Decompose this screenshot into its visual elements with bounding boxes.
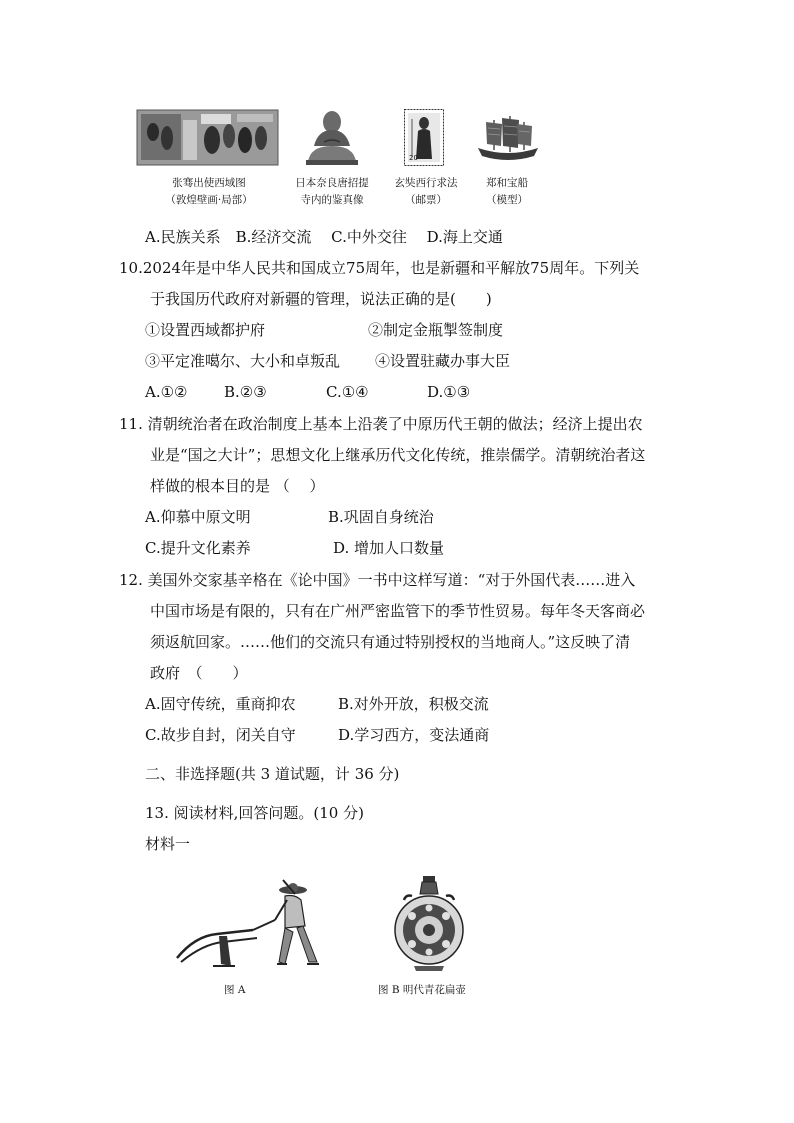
- q10-stem: 于我国历代政府对新疆的管理，说法正确的是( ): [150, 290, 492, 308]
- caption-line: 玄奘西行求法: [394, 177, 458, 189]
- q12-option-c: C.故步自封，闭关自守: [145, 726, 296, 744]
- zheng-he-ship-image: [474, 114, 542, 166]
- ming-flask-image: [392, 876, 466, 972]
- q12-stem: 须返航回家。……他们的交流只有通过特别授权的当地商人。”这反映了清: [150, 633, 631, 651]
- farmer-plough-image: [175, 878, 325, 972]
- caption-line: 寺内的鉴真像: [300, 194, 364, 206]
- stamp-value: 20: [409, 154, 418, 162]
- q11-stem: 样做的根本目的是 （ ）: [150, 477, 325, 495]
- figure-b-caption: 图 B 明代青花扁壶: [378, 984, 466, 996]
- q12-option-a: A.固守传统，重商抑农: [145, 695, 296, 713]
- q10-item: ①设置西域都护府: [145, 321, 266, 339]
- caption-line: （敦煌壁画·局部）: [165, 194, 253, 206]
- zhang-qian-mural-image: [137, 110, 278, 165]
- q11-stem: 业是“国之大计”；思想文化上继承历代文化传统，推崇儒学。清朝统治者这: [150, 446, 646, 464]
- q12-stem: 政府 （ ）: [150, 664, 248, 682]
- q10-option-d: D.①③: [427, 383, 471, 401]
- q11-option-a: A.仰慕中原文明: [145, 508, 251, 526]
- caption-line: （模型）: [486, 194, 528, 206]
- q12-option-b: B.对外开放，积极交流: [338, 695, 489, 713]
- caption-line: （邮票）: [405, 194, 447, 206]
- q11-option-c: C.提升文化素养: [145, 539, 251, 557]
- jianzhen-statue-image: [304, 108, 360, 166]
- q12-stem: 中国市场是有限的，只有在广州严密监管下的季节性贸易。每年冬天客商必: [150, 602, 646, 620]
- q10-item: ②制定金瓶掣签制度: [368, 321, 504, 339]
- q10-option-a: A.①②: [145, 383, 188, 401]
- q11-stem: 11. 清朝统治者在政治制度上基本上沿袭了中原历代王朝的做法；经济上提出农: [119, 415, 643, 433]
- caption-line: 日本奈良唐招提: [295, 177, 369, 189]
- caption-line: 郑和宝船: [486, 177, 528, 189]
- q13-title: 13. 阅读材料,回答问题。(10 分): [145, 804, 364, 822]
- material-label: 材料一: [145, 835, 191, 853]
- q10-option-c: C.①④: [326, 383, 369, 401]
- figure-caption: [150, 175, 268, 209]
- figure-a-caption: 图 A: [224, 984, 246, 996]
- q11-option-b: B.巩固自身统治: [328, 508, 434, 526]
- q10-stem: 10.2024年是中华人民共和国成立75周年，也是新疆和平解放75周年。下列关: [119, 259, 640, 277]
- q10-item: ③平定准噶尔、大小和卓叛乱: [145, 352, 341, 370]
- q12-option-d: D.学习西方，变法通商: [338, 726, 490, 744]
- caption-line: 张骞出使西域图: [172, 177, 246, 189]
- q10-option-b: B.②③: [224, 383, 267, 401]
- section-heading: 二、非选择题(共 3 道试题，计 36 分): [145, 765, 400, 783]
- figure-caption: [384, 175, 468, 209]
- q12-stem: 12. 美国外交家基辛格在《论中国》一书中这样写道：“对于外国代表……进入: [119, 571, 636, 589]
- figure-caption: [284, 175, 380, 209]
- figure-caption: [472, 175, 542, 209]
- q10-item: ④设置驻藏办事大臣: [375, 352, 511, 370]
- q9-options: A.民族关系 B.经济交流 C.中外交往 D.海上交通: [145, 228, 503, 246]
- xuanzang-stamp-image: [404, 109, 444, 166]
- q11-option-d: D. 增加人口数量: [333, 539, 445, 557]
